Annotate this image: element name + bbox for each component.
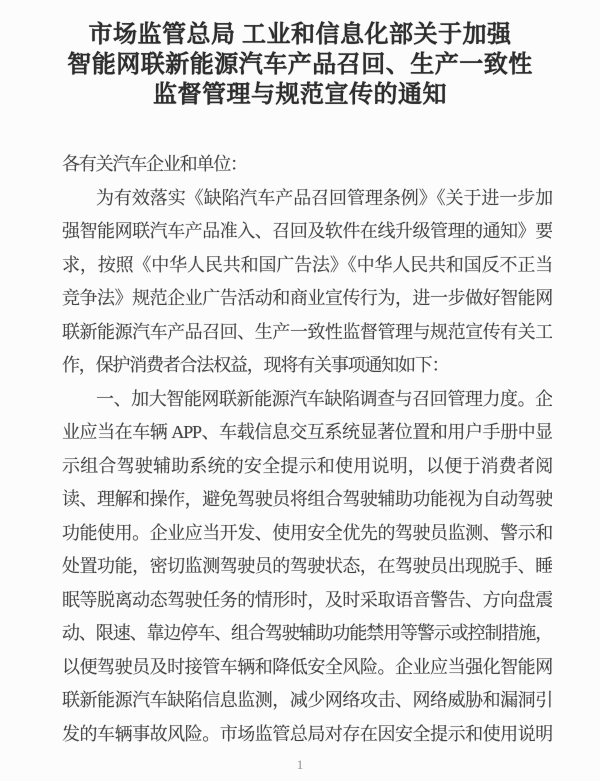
document-title [0, 20, 600, 110]
title-line-1: 市场监管总局 工业和信息化部关于加强 [88, 22, 512, 48]
body-line: 竞争法》规范企业广告活动和商业宣传行为，进一步做好智能网 [62, 288, 552, 308]
body-line: 处置功能，密切监测驾驶员的驾驶状态，在驾驶员出现脱手、睡 [62, 556, 552, 576]
body-line: 业应当在车辆 APP、车载信息交互系统显著位置和用户手册中显 [62, 422, 552, 442]
body-line: 联新能源汽车缺陷信息监测，减少网络攻击、网络威胁和漏洞引 [62, 690, 552, 710]
body-line: 作，保护消费者合法权益，现将有关事项通知如下： [62, 355, 449, 375]
body-line: 发的车辆事故风险。市场监管总局对存在因安全提示和使用说明 [62, 723, 552, 744]
title-line-2: 智能网联新能源汽车产品召回、生产一致性 [67, 52, 533, 78]
salutation-line: 各有关汽车企业和单位： [62, 154, 247, 174]
body-line: 联新能源汽车产品召回、生产一致性监督管理与规范宣传有关工 [62, 321, 552, 342]
page-number: 1 [296, 757, 304, 772]
body-line: 强智能网联汽车产品准入、召回及软件在线升级管理的通知》要 [62, 221, 552, 241]
body-line: 眠等脱离动态驾驶任务的情形时，及时采取语音警告、方向盘震 [62, 589, 552, 610]
body-line: 以便驾驶员及时接管车辆和降低安全风险。企业应当强化智能网 [62, 656, 552, 677]
body-line: 示组合驾驶辅助系统的安全提示和使用说明，以便于消费者阅 [62, 455, 552, 476]
body-lines [62, 182, 552, 752]
document-body [0, 148, 600, 751]
body-line: 功能使用。企业应当开发、使用安全优先的驾驶员监测、警示和 [62, 522, 552, 543]
body-line: 一、加大智能网联新能源汽车缺陷调查与召回管理力度。企 [96, 388, 552, 409]
body-line: 动、限速、靠边停车、组合驾驶辅助功能禁用等警示或控制措施， [62, 623, 552, 643]
title-line-3: 监督管理与规范宣传的通知 [153, 82, 447, 108]
body-line: 读、理解和操作，避免驾驶员将组合驾驶辅助功能视为自动驾驶 [62, 489, 552, 509]
body-line: 求，按照《中华人民共和国广告法》《中华人民共和国反不正当 [62, 254, 552, 275]
body-line: 为有效落实《缺陷汽车产品召回管理条例》《关于进一步加 [96, 187, 552, 208]
